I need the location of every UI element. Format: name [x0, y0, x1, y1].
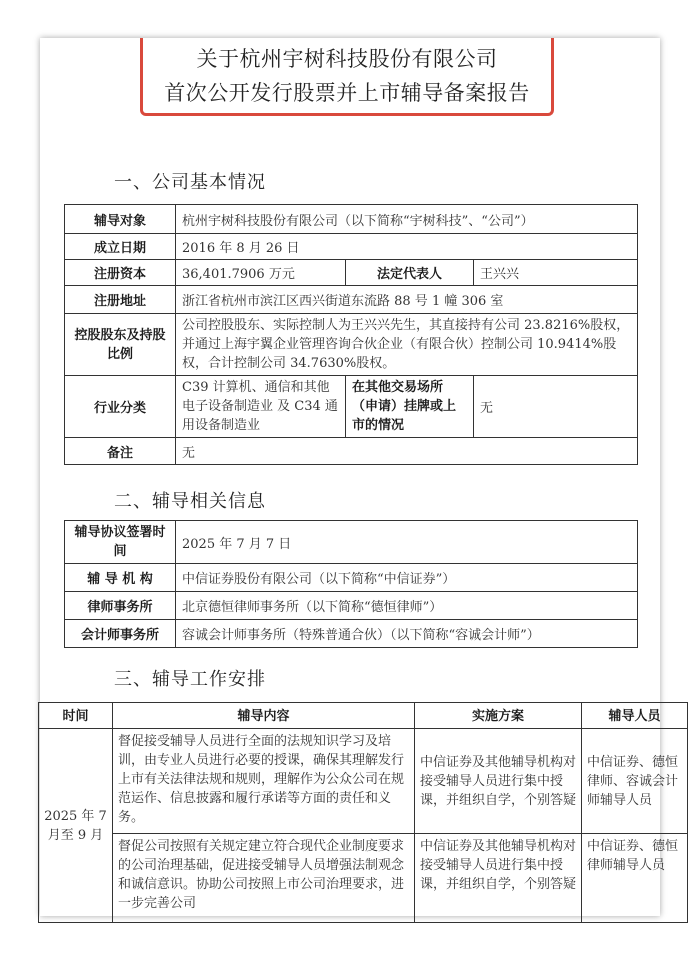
- law-firm-label: 律师事务所: [65, 592, 176, 620]
- header-staff: 辅导人员: [582, 703, 688, 729]
- table-row: [65, 260, 638, 286]
- header-time: 时间: [39, 703, 113, 729]
- capital-label: 注册资本: [65, 260, 176, 286]
- advisory-info-table: [64, 520, 638, 648]
- header-plan: 实施方案: [415, 703, 582, 729]
- work-schedule-table: [38, 702, 688, 923]
- content-cell: 督促接受辅导人员进行全面的法规知识学习及培训，由专业人员进行必要的授课，确保其理解发行上市有关法律法规和规则，理解作为公众公司在规范运作、信息披露和履行承诺等方面的责任和义务。: [113, 729, 415, 834]
- agency-label: 辅 导 机 构: [65, 564, 176, 592]
- target-label: 辅导对象: [65, 205, 176, 234]
- section3-heading: 三、辅导工作安排: [114, 669, 266, 690]
- table-row: [65, 286, 638, 314]
- table-row: [65, 438, 638, 465]
- table-row: [65, 376, 638, 438]
- founded-value: 2016 年 8 月 26 日: [176, 234, 638, 260]
- note-value: 无: [176, 438, 638, 465]
- founded-label: 成立日期: [65, 234, 176, 260]
- table-row: [65, 620, 638, 648]
- holder-value: 公司控股股东、实际控制人为王兴兴先生，其直接持有公司 23.8216%股权，并通过上海宇翼企业管理咨询合伙企业（有限合伙）控制公司 10.9414%股权，合计控制公司 34.7630%股权。: [176, 314, 638, 376]
- table-row: [65, 205, 638, 234]
- law-firm-value: 北京德恒律师事务所（以下简称“德恒律师”）: [176, 592, 638, 620]
- section1-heading: 一、公司基本情况: [114, 172, 266, 193]
- legal-rep-value: 王兴兴: [474, 260, 638, 286]
- accounting-firm-label: 会计师事务所: [65, 620, 176, 648]
- holder-label: 控股股东及持股比例: [65, 314, 176, 376]
- address-value: 浙江省杭州市滨江区西兴街道东流路 88 号 1 幢 306 室: [176, 286, 638, 314]
- table-row: [39, 834, 688, 923]
- target-value: 杭州宇树科技股份有限公司（以下简称“宇树科技”、“公司”）: [176, 205, 638, 234]
- report-title-line1: 关于杭州宇树科技股份有限公司: [196, 47, 498, 71]
- table-row: [65, 564, 638, 592]
- note-label: 备注: [65, 438, 176, 465]
- capital-value: 36,401.7906 万元: [176, 260, 346, 286]
- table-row: [65, 314, 638, 376]
- document-page: [40, 38, 679, 916]
- listing-label: 在其他交易场所（申请）挂牌或上市的情况: [346, 376, 474, 438]
- staff-cell: 中信证券、德恒律师辅导人员: [582, 834, 688, 923]
- staff-cell: 中信证券、德恒律师、容诚会计师辅导人员: [582, 729, 688, 834]
- table-row: [65, 521, 638, 564]
- table-row: [39, 729, 688, 834]
- report-title-box: [140, 38, 554, 116]
- listing-value: 无: [474, 376, 638, 438]
- plan-cell: 中信证券及其他辅导机构对接受辅导人员进行集中授课，并组织自学，个别答疑: [415, 729, 582, 834]
- section2-heading: 二、辅导相关信息: [114, 491, 266, 512]
- table-row: [65, 234, 638, 260]
- period-cell: 2025 年 7 月至 9 月: [39, 729, 113, 923]
- agency-value: 中信证券股份有限公司（以下简称“中信证券”）: [176, 564, 638, 592]
- sign-date-value: 2025 年 7 月 7 日: [176, 521, 638, 564]
- plan-cell: 中信证券及其他辅导机构对接受辅导人员进行集中授课，并组织自学，个别答疑: [415, 834, 582, 923]
- address-label: 注册地址: [65, 286, 176, 314]
- legal-rep-label: 法定代表人: [346, 260, 474, 286]
- header-content: 辅导内容: [113, 703, 415, 729]
- company-info-table: [64, 204, 638, 465]
- industry-value: C39 计算机、通信和其他电子设备制造业 及 C34 通用设备制造业: [176, 376, 346, 438]
- table-row: [65, 592, 638, 620]
- accounting-firm-value: 容诚会计师事务所（特殊普通合伙）（以下简称“容诚会计师”）: [176, 620, 638, 648]
- industry-label: 行业分类: [65, 376, 176, 438]
- table-header-row: [39, 703, 688, 729]
- report-title-line2: 首次公开发行股票并上市辅导备案报告: [164, 81, 530, 105]
- sign-date-label: 辅导协议签署时间: [65, 521, 176, 564]
- content-cell: 督促公司按照有关规定建立符合现代企业制度要求的公司治理基础，促进接受辅导人员增强法制观念和诚信意识。协助公司按照上市公司治理要求，进一步完善公司: [113, 834, 415, 923]
